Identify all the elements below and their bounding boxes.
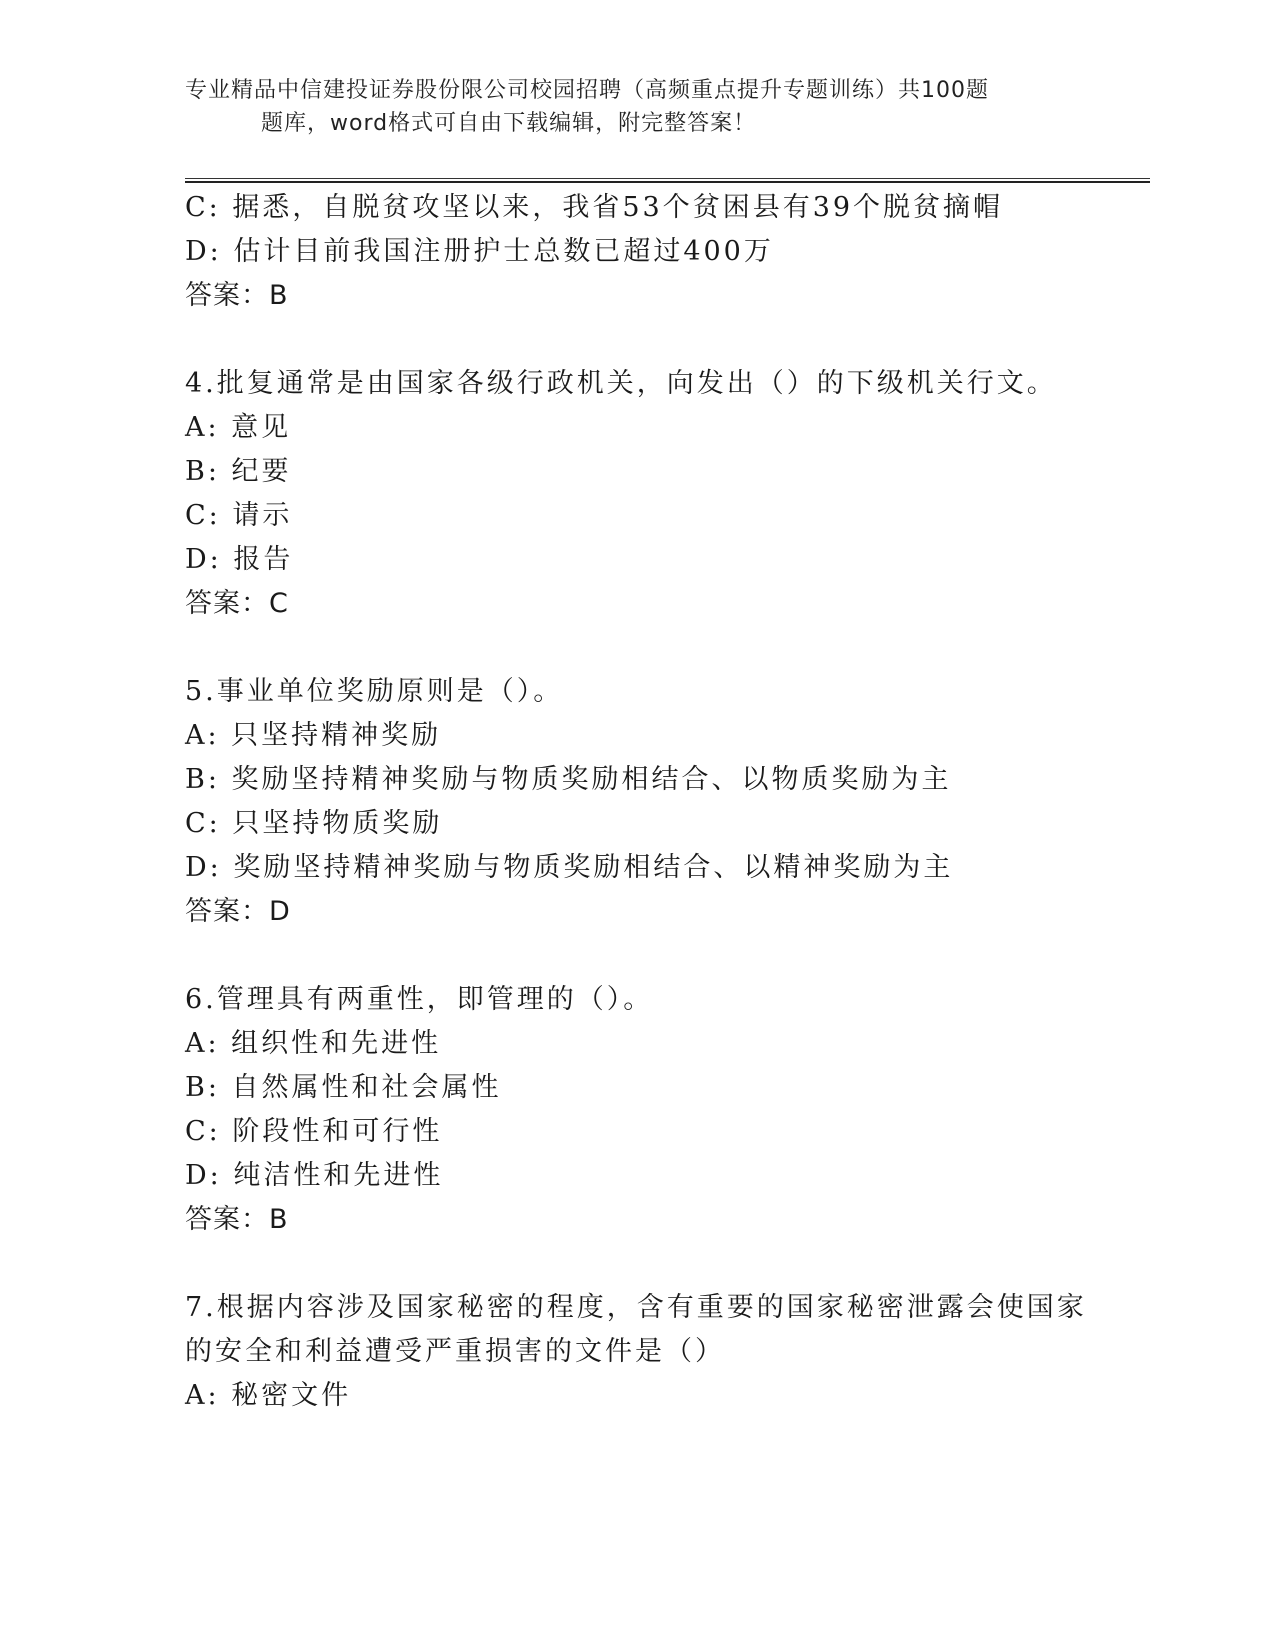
q5-answer: 答案：D <box>185 896 291 927</box>
q5-question: 5.事业单位奖励原则是（）。 <box>185 676 564 707</box>
q3-option-c: C: 据悉，自脱贫攻坚以来，我省53个贫困县有39个脱贫摘帽 <box>185 192 1004 223</box>
header-line-1: 专业精品中信建投证券股份限公司校园招聘（高频重点提升专题训练）共100题 <box>185 78 989 103</box>
q5-option-b: B: 奖励坚持精神奖励与物质奖励相结合、以物质奖励为主 <box>185 764 952 795</box>
q6-option-c: C: 阶段性和可行性 <box>185 1116 443 1147</box>
q5-option-d: D: 奖励坚持精神奖励与物质奖励相结合、以精神奖励为主 <box>185 852 954 883</box>
q6-option-d: D: 纯洁性和先进性 <box>185 1160 444 1191</box>
q4-option-c: C: 请示 <box>185 500 293 531</box>
header-divider-thin <box>185 178 1150 179</box>
q4-answer: 答案：C <box>185 588 289 619</box>
header-line-2: 题库，word格式可自由下载编辑，附完整答案！ <box>261 111 757 136</box>
q4-option-a: A: 意见 <box>185 412 292 443</box>
q6-option-a: A: 组织性和先进性 <box>185 1028 442 1059</box>
q6-answer: 答案：B <box>185 1204 289 1235</box>
q5-option-a: A: 只坚持精神奖励 <box>185 720 442 751</box>
q4-option-b: B: 纪要 <box>185 456 292 487</box>
q3-answer: 答案：B <box>185 280 289 311</box>
q7-question-line-2: 的安全和利益遭受严重损害的文件是（） <box>185 1336 725 1367</box>
q6-question: 6.管理具有两重性，即管理的（）。 <box>185 984 654 1015</box>
q5-option-c: C: 只坚持物质奖励 <box>185 808 443 839</box>
q4-question: 4.批复通常是由国家各级行政机关，向发出（）的下级机关行文。 <box>185 368 1057 399</box>
q7-question-line-1: 7.根据内容涉及国家秘密的程度，含有重要的国家秘密泄露会使国家 <box>185 1292 1087 1323</box>
q6-option-b: B: 自然属性和社会属性 <box>185 1072 502 1103</box>
header-divider-thick <box>185 181 1150 183</box>
q4-option-d: D: 报告 <box>185 544 294 575</box>
document-header <box>185 74 1065 140</box>
q7-option-a: A: 秘密文件 <box>185 1380 352 1411</box>
q3-option-d: D: 估计目前我国注册护士总数已超过400万 <box>185 236 774 267</box>
